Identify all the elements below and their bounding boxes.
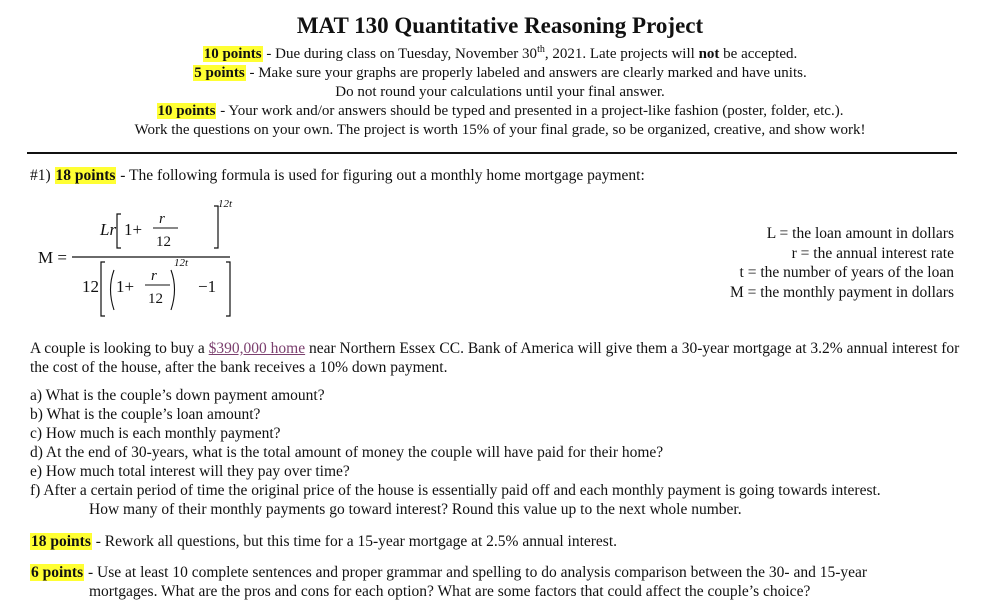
rework-instruction: 18 points - Rework all questions, but this time for a 15-year mortgage at 2.5% annual interest.	[31, 533, 618, 550]
points-badge: 18 points	[31, 533, 91, 550]
points-badge: 5 points	[194, 65, 245, 81]
svg-text:12: 12	[148, 291, 163, 307]
formula-one-plus: 1+	[124, 220, 143, 239]
points-badge: 6 points	[31, 564, 84, 581]
formula-lr: Lr	[100, 220, 117, 239]
due-date-line: 10 points - Due during class on Tuesday, November 30th, 2021. Late projects will not be accepted.	[203, 44, 798, 62]
question-a: a) What is the couple’s down payment amount?	[30, 387, 325, 404]
svg-text:r: r	[151, 268, 157, 284]
instructions-line: Work the questions on your own. The project is worth 15% of your final grade, so be organized, creative, and show work!	[134, 122, 866, 138]
question-1-intro: #1) 18 points - The following formula is used for figuring out a monthly home mortgage payment:	[30, 167, 645, 184]
formula-minus-one: −1	[198, 277, 217, 296]
formula-r: r	[159, 211, 165, 227]
scenario-paragraph: A couple is looking to buy a $390,000 home near Northern Essex CC. Bank of America will give them a 30-year mortgage at 3.2% annual interest for the cost of the house, after the bank receives a 10% down payment.	[30, 340, 960, 376]
page-title: MAT 130 Quantitative Reasoning Project	[296, 13, 704, 38]
formula-exponent: 12t	[218, 198, 233, 210]
points-badge: 10 points	[203, 46, 262, 62]
definition-m: M = the monthly payment in dollars	[730, 283, 954, 301]
formula-12: 12	[156, 234, 171, 250]
graphs-line: 5 points - Make sure your graphs are properly labeled and answers are clearly marked and have units.	[194, 65, 807, 81]
formula-m: M =	[38, 248, 67, 267]
points-badge: 10 points	[157, 103, 216, 119]
svg-text:1+: 1+	[116, 277, 135, 296]
question-e: e) How much total interest will they pay over time?	[30, 463, 350, 480]
divider	[27, 152, 957, 154]
points-badge: 18 points	[55, 167, 116, 184]
definition-r: r = the annual interest rate	[791, 244, 954, 262]
analysis-instruction: 6 points - Use at least 10 complete sentences and proper grammar and spelling to do analysis comparison between the 30- and 15-year mortgages. What are the pros and cons for each option? What are some factors that could affect the couple’s choice?	[31, 564, 868, 600]
rounding-line: Do not round your calculations until your final answer.	[335, 84, 665, 100]
question-f-continued: How many of their monthly payments go toward interest? Round this value up to the next whole number.	[89, 501, 742, 518]
mortgage-formula	[28, 192, 288, 322]
project-header	[0, 12, 1000, 140]
definition-t: t = the number of years of the loan	[739, 264, 954, 281]
question-d: d) At the end of 30-years, what is the total amount of money the couple will have paid for their home?	[30, 444, 664, 461]
question-b: b) What is the couple’s loan amount?	[30, 406, 261, 423]
question-list	[30, 386, 960, 519]
variable-definitions	[730, 224, 954, 302]
definition-l: L = the loan amount in dollars	[766, 225, 954, 242]
presentation-line: 10 points - Your work and/or answers should be typed and presented in a project-like fashion (poster, folder, etc.).	[157, 103, 844, 119]
question-f: f) After a certain period of time the original price of the house is essentially paid off and each monthly payment is going towards interest.	[30, 482, 881, 499]
home-link[interactable]: $390,000 home	[208, 340, 306, 357]
formula-12-left: 12	[82, 277, 99, 296]
question-c: c) How much is each monthly payment?	[30, 425, 281, 442]
svg-text:12t: 12t	[174, 257, 189, 269]
